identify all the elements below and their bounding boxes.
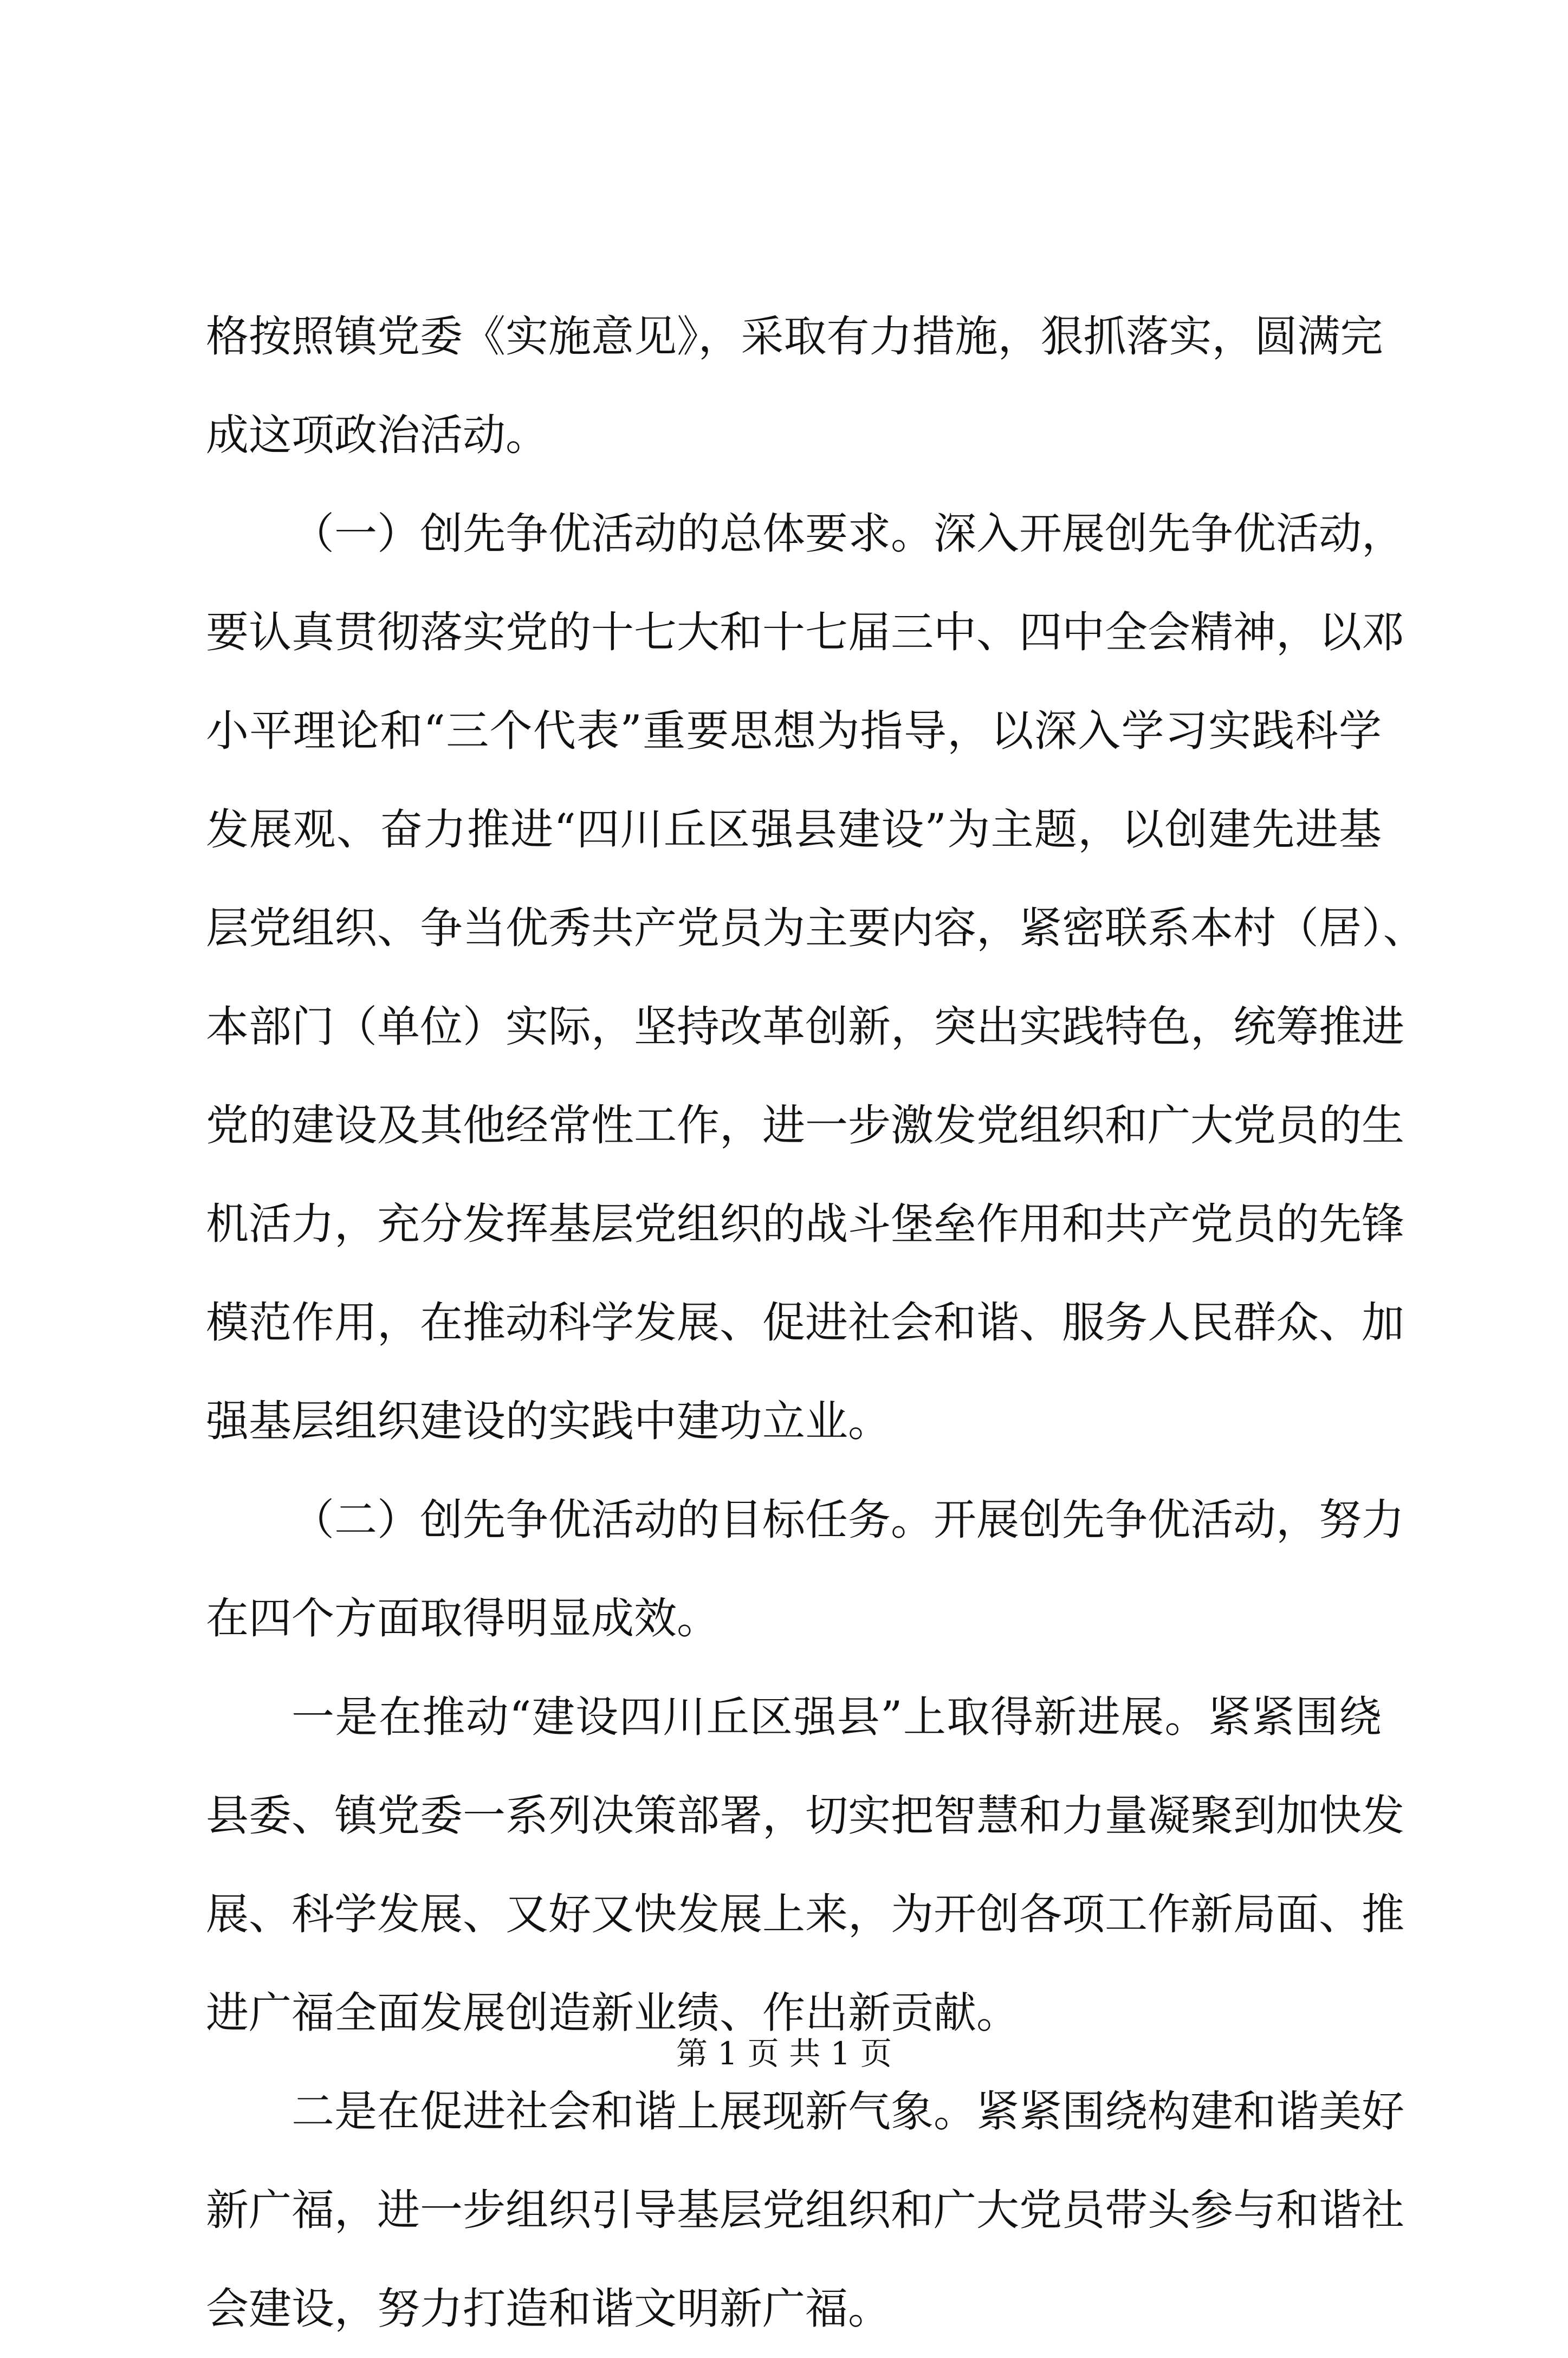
page-footer: 第 1 页 共 1 页 bbox=[676, 2035, 892, 2072]
text-line: 小平理论和“三个代表”重要思想为指导，以深入学习实践科学 bbox=[206, 706, 1382, 756]
text-line: 发展观、奋力推进“四川丘区强县建设”为主题，以创建先进基 bbox=[206, 805, 1382, 854]
text-line: 成这项政治活动。 bbox=[206, 410, 548, 460]
text-line: 模范作用，在推动科学发展、促进社会和谐、服务人民群众、加 bbox=[206, 1298, 1404, 1348]
text-line: 进广福全面发展创造新业绩、作出新贡献。 bbox=[206, 1988, 1019, 2038]
text-line: 在四个方面取得明显成效。 bbox=[206, 1593, 720, 1643]
text-line: 一是在推动“建设四川丘区强县”上取得新进展。紧紧围绕 bbox=[291, 1692, 1382, 1742]
text-line: 强基层组织建设的实践中建功立业。 bbox=[206, 1396, 891, 1446]
text-line: 层党组织、争当优秀共产党员为主要内容，紧密联系本村（居）、 bbox=[206, 903, 1426, 953]
text-line: 会建设，努力打造和谐文明新广福。 bbox=[206, 2284, 891, 2334]
text-line: 新广福，进一步组织引导基层党组织和广大党员带头参与和谐社 bbox=[206, 2185, 1404, 2235]
text-line: 要认真贯彻落实党的十七大和十七届三中、四中全会精神，以邓 bbox=[206, 607, 1404, 657]
text-line: 党的建设及其他经常性工作，进一步激发党组织和广大党员的生 bbox=[206, 1100, 1404, 1150]
text-line: （二）创先争优活动的目标任务。开展创先争优活动，努力 bbox=[291, 1495, 1404, 1545]
text-line: 县委、镇党委一系列决策部署，切实把智慧和力量凝聚到加快发 bbox=[206, 1791, 1404, 1841]
text-line: 二是在促进社会和谐上展现新气象。紧紧围绕构建和谐美好 bbox=[291, 2087, 1404, 2136]
text-line: （一）创先争优活动的总体要求。深入开展创先争优活动， bbox=[291, 509, 1404, 559]
text-line: 格按照镇党委《实施意见》，采取有力措施，狠抓落实，圆满完 bbox=[206, 312, 1383, 361]
text-line: 展、科学发展、又好又快发展上来，为开创各项工作新局面、推 bbox=[206, 1889, 1404, 1939]
text-line: 本部门（单位）实际，坚持改革创新，突出实践特色，统筹推进 bbox=[206, 1002, 1404, 1052]
text-line: 机活力，充分发挥基层党组织的战斗堡垒作用和共产党员的先锋 bbox=[206, 1199, 1404, 1249]
